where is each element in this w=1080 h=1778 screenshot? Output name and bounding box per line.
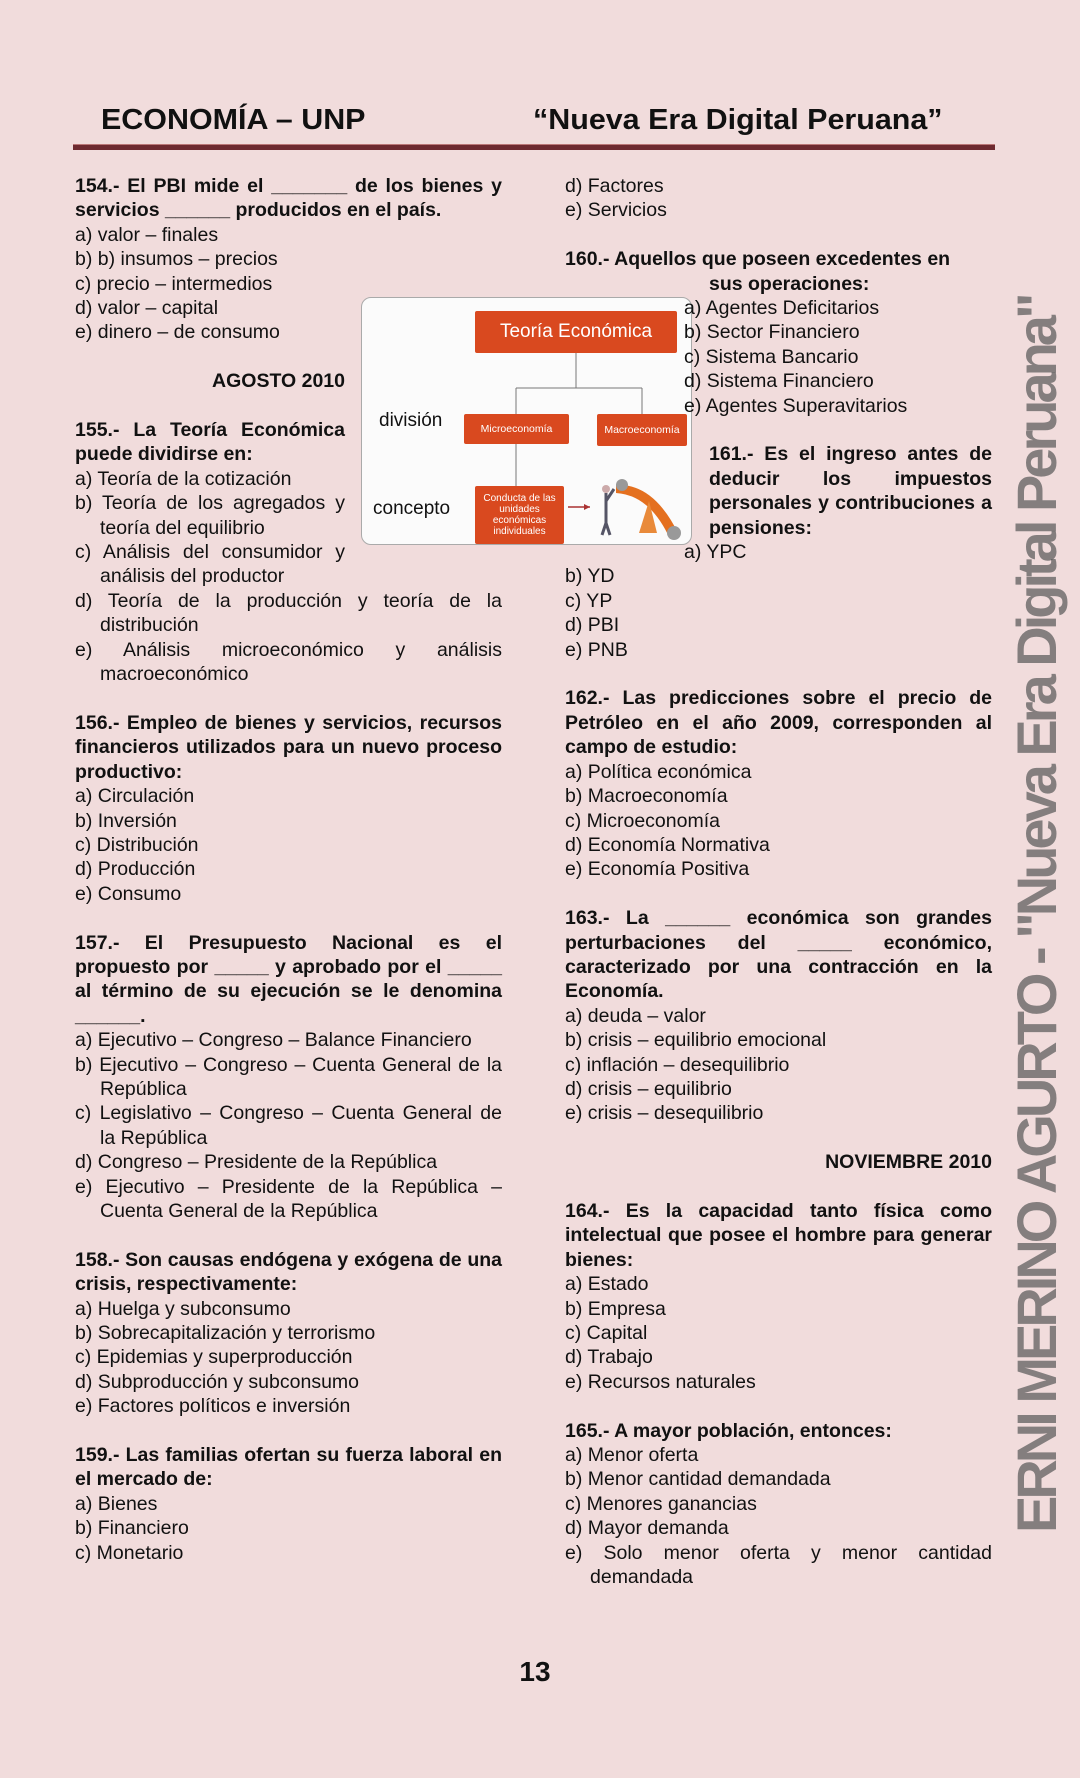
question-159-continued bbox=[565, 174, 992, 223]
question-text-continued: sus operaciones: bbox=[709, 272, 870, 295]
option: e) Análisis microeconómico y análisis macroeconómico bbox=[75, 638, 502, 686]
question-159 bbox=[75, 1443, 502, 1565]
option: c) Legislativo – Congreso – Cuenta General de la República bbox=[75, 1102, 502, 1149]
option: e) Recursos naturales bbox=[565, 1370, 756, 1393]
diagram-title-box: Teoría Económica bbox=[475, 311, 677, 353]
option: c) Microeconomía bbox=[565, 809, 720, 832]
option: d) Teoría de la producción y teoría de la distribución bbox=[75, 589, 502, 637]
option: e) Ejecutivo – Presidente de la República – Cuenta General de la República bbox=[75, 1175, 502, 1222]
question-text: 158.- Son causas endógena y exógena de una crisis, respectivamente: bbox=[75, 1248, 502, 1296]
option: a) YPC bbox=[684, 541, 747, 564]
header-right-title: “Nueva Era Digital Peruana” bbox=[533, 104, 943, 136]
option: c) Análisis del consumidor y análisis del productor bbox=[75, 541, 345, 588]
option: a) deuda – valor bbox=[565, 1004, 706, 1027]
question-163 bbox=[565, 906, 992, 1126]
question-text: 160.- Aquellos que poseen excedentes en bbox=[565, 248, 951, 271]
option: a) Huelga y subconsumo bbox=[75, 1297, 291, 1320]
section-heading-agosto: AGOSTO 2010 bbox=[212, 370, 345, 393]
option: b) Empresa bbox=[565, 1297, 666, 1320]
question-158 bbox=[75, 1248, 502, 1419]
question-text: 162.- Las predicciones sobre el precio de Petróleo en el año 2009, corresponden al campo de estudio: bbox=[565, 687, 992, 759]
option: a) Menor oferta bbox=[565, 1444, 699, 1467]
option: e) Servicios bbox=[565, 199, 667, 222]
option: c) YP bbox=[565, 589, 613, 612]
question-text: 159.- Las familias ofertan su fuerza laboral en el mercado de: bbox=[75, 1444, 502, 1491]
diagram-concepto-label: concepto bbox=[373, 498, 451, 519]
option: d) Subproducción y subconsumo bbox=[75, 1370, 359, 1393]
option: c) Monetario bbox=[75, 1541, 184, 1564]
option: d) Trabajo bbox=[565, 1346, 653, 1369]
option: a) valor – finales bbox=[75, 223, 219, 246]
option: d) Producción bbox=[75, 858, 196, 881]
option: c) Distribución bbox=[75, 833, 199, 856]
option: b) Teoría de los agregados y teoría del equilibrio bbox=[75, 492, 345, 539]
option: d) Economía Normativa bbox=[565, 833, 770, 856]
option: e) Solo menor oferta y menor cantidad demandada bbox=[565, 1541, 992, 1589]
option: a) Estado bbox=[565, 1273, 649, 1296]
option: c) Sistema Bancario bbox=[684, 345, 859, 368]
question-text: 155.- La Teoría Económica puede dividirse en: bbox=[75, 419, 345, 466]
option: a) Bienes bbox=[75, 1492, 158, 1515]
option: b) Financiero bbox=[75, 1517, 189, 1540]
header-divider bbox=[73, 144, 995, 150]
watermark: ERNI MERINO AGURTO - "Nueva Era Digital Peruana" bbox=[1005, 296, 1068, 1534]
option: c) precio – intermedios bbox=[75, 272, 273, 295]
question-text: 156.- Empleo de bienes y servicios, recursos financieros utilizados para un nuevo proceso productivo: bbox=[75, 711, 502, 783]
diagram-micro-box: Microeconomía bbox=[464, 414, 569, 444]
option: a) Agentes Deficitarios bbox=[684, 297, 880, 320]
option: c) Epidemias y superproducción bbox=[75, 1346, 353, 1369]
diagram-conducta-box: Conducta de las unidades económicas individuales bbox=[475, 486, 564, 544]
option: c) inflación – desequilibrio bbox=[565, 1053, 790, 1076]
option: e) Consumo bbox=[75, 882, 182, 905]
diagram-macro-box: Macroeconomía bbox=[597, 414, 687, 446]
option: d) Factores bbox=[565, 175, 664, 197]
question-text: 161.- Es el ingreso antes de deducir los impuestos personales y contribuciones a pensiones: bbox=[709, 443, 992, 539]
option: b) Menor cantidad demandada bbox=[565, 1468, 831, 1491]
option: d) PBI bbox=[565, 614, 620, 637]
question-text: 157.- El Presupuesto Nacional es el propuesto por _____ y aprobado por el _____ al término de su ejecución se le denomina ______. bbox=[75, 931, 502, 1027]
option: d) Sistema Financiero bbox=[684, 370, 874, 393]
option: e) dinero – de consumo bbox=[75, 321, 280, 344]
question-157 bbox=[75, 931, 502, 1224]
question-165 bbox=[565, 1419, 992, 1590]
option: b) Macroeconomía bbox=[565, 785, 728, 808]
option: d) Congreso – Presidente de la República bbox=[75, 1151, 438, 1174]
option: d) valor – capital bbox=[75, 297, 219, 320]
question-text: 154.- El PBI mide el _______ de los bienes y servicios ______ producidos en el país. bbox=[75, 175, 502, 222]
option: b) Sector Financiero bbox=[684, 321, 860, 344]
option: d) crisis – equilibrio bbox=[565, 1077, 732, 1100]
option: e) PNB bbox=[565, 638, 628, 661]
option: e) Agentes Superavitarios bbox=[684, 394, 908, 417]
option: c) Menores ganancias bbox=[565, 1492, 757, 1515]
question-164 bbox=[565, 1199, 992, 1394]
option: c) Capital bbox=[565, 1322, 648, 1344]
option: b) Ejecutivo – Congreso – Cuenta General de la República bbox=[75, 1053, 502, 1100]
option: e) Economía Positiva bbox=[565, 858, 750, 881]
option: e) crisis – desequilibrio bbox=[565, 1102, 764, 1125]
page-number: 13 bbox=[519, 1656, 551, 1687]
section-heading-noviembre: NOVIEMBRE 2010 bbox=[825, 1151, 992, 1174]
question-text: 165.- A mayor población, entonces: bbox=[565, 1419, 892, 1442]
option: b) b) insumos – precios bbox=[75, 248, 278, 271]
header-left-title: ECONOMÍA – UNP bbox=[101, 104, 366, 136]
option: a) Circulación bbox=[75, 785, 195, 808]
option: b) Inversión bbox=[75, 809, 177, 832]
option: b) crisis – equilibrio emocional bbox=[565, 1029, 827, 1052]
option: d) Mayor demanda bbox=[565, 1517, 729, 1540]
question-text: 164.- Es la capacidad tanto física como intelectual que posee el hombre para generar bienes: bbox=[565, 1199, 992, 1271]
option: a) Política económica bbox=[565, 760, 752, 783]
diagram-division-label: división bbox=[379, 410, 443, 431]
question-156 bbox=[75, 711, 502, 906]
option: b) Sobrecapitalización y terrorismo bbox=[75, 1322, 376, 1345]
option: a) Ejecutivo – Congreso – Balance Financiero bbox=[75, 1029, 472, 1052]
option: b) YD bbox=[565, 565, 615, 588]
question-162 bbox=[565, 686, 992, 881]
question-text: 163.- La ______ económica son grandes perturbaciones del _____ económico, caracterizado por una contracción en la Economía. bbox=[565, 907, 992, 1003]
option: a) Teoría de la cotización bbox=[75, 467, 292, 490]
right-column bbox=[565, 174, 992, 1589]
option: e) Factores políticos e inversión bbox=[75, 1395, 351, 1418]
